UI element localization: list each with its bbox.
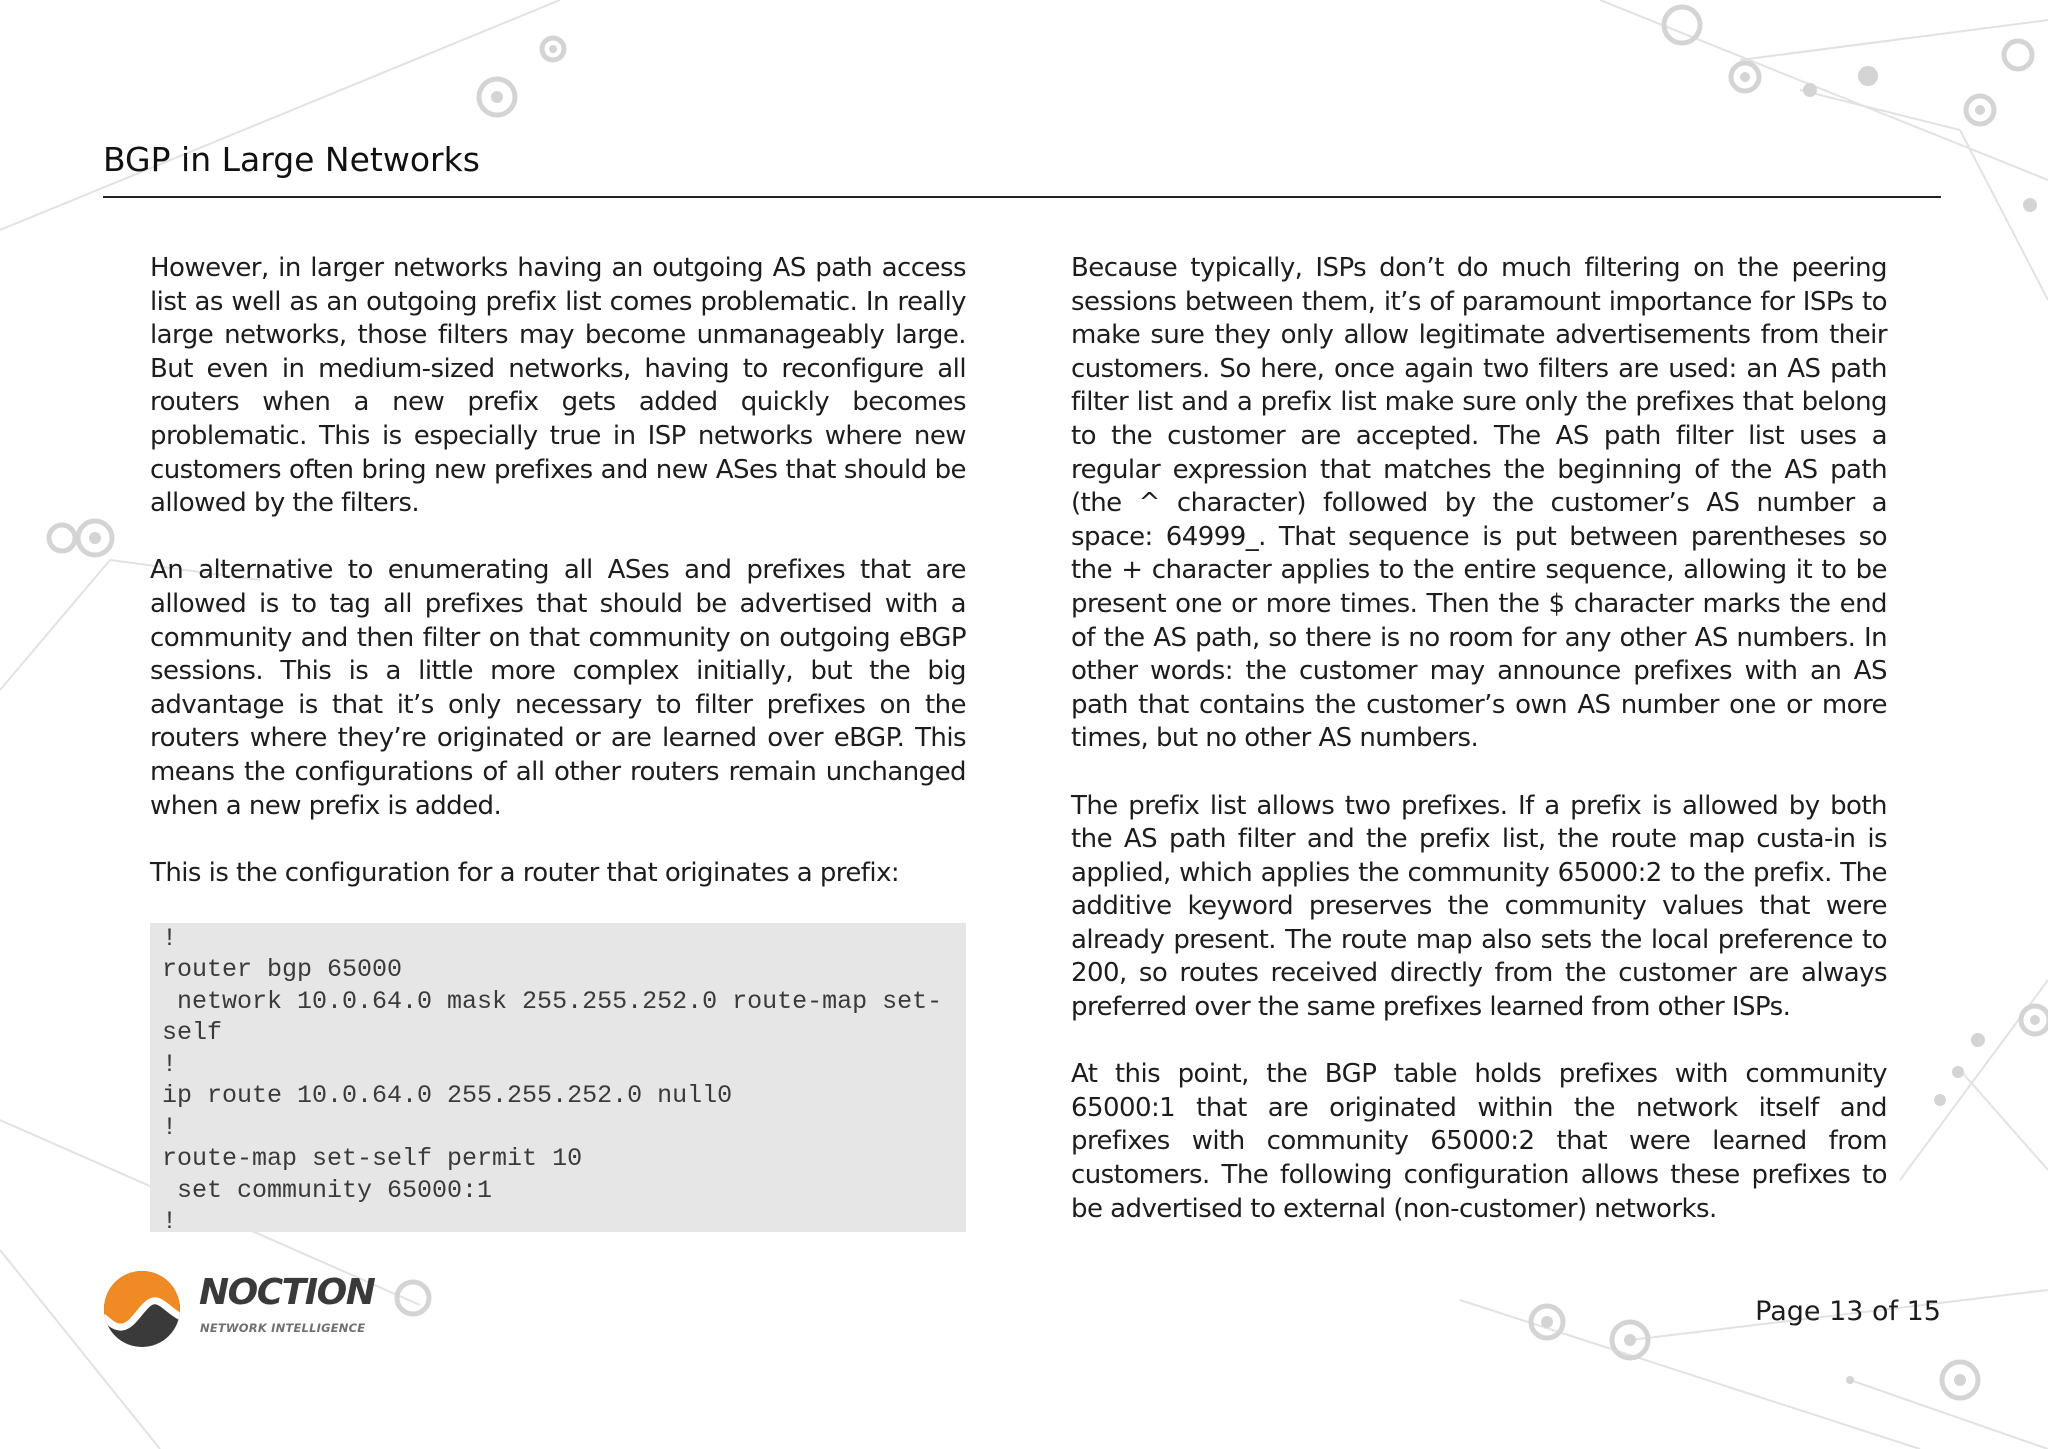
paragraph: At this point, the BGP table holds prefixes with community 65000:1 that are originated within the network itself and prefixes with community 65000:2 that were learned from customers. The following configuration allows these prefixes to be advertised to external (non-customer) networks.	[1071, 1059, 1887, 1224]
code-block	[150, 923, 966, 1232]
code-line: !	[162, 1049, 178, 1079]
noction-logo	[103, 1268, 403, 1352]
paragraph: An alternative to enumerating all ASes and prefixes that are allowed is to tag all prefixes that should be advertised with a community and then filter on that community on outgoing eBGP sessions. This is a little more complex initially, but the big advantage is that it’s only necessary to filter prefixes on the routers where they’re originated or are learned over eBGP. This means the configurations of all other routers remain unchanged when a new prefix is added.	[150, 555, 966, 821]
paragraph: Because typically, ISPs don’t do much filtering on the peering sessions between them, it’s of paramount importance for ISPs to make sure they only allow legitimate advertisements from their customers. So here, once again two filters are used: an AS path filter list and a prefix list make sure only the prefixes that belong to the customer are accepted. The AS path filter list uses a regular expression that matches the beginning of the AS path (the ^ character) followed by the customer’s AS number a space: 64999_. That sequence is put between parentheses so the + character applies to the entire sequence, allowing it to be present one or more times. Then the $ character marks the end of the AS path, so there is no room for any other AS numbers. In other words: the customer may announce prefixes with an AS path that contains the customer’s own AS number one or more times, but no other AS numbers.	[1071, 253, 1887, 754]
page-title: BGP in Large Networks	[103, 140, 480, 179]
left-column	[150, 252, 966, 1232]
paragraph: The prefix list allows two prefixes. If a prefix is allowed by both the AS path filter and the prefix list, the route map custa-in is applied, which applies the community 65000:2 to the prefix. The additive keyword preserves the community values that were already present. The route map also sets the local preference to 200, so routes received directly from the customer are always preferred over the same prefixes learned from other ISPs.	[1071, 790, 1887, 1023]
logo-tagline: NETWORK INTELLIGENCE	[200, 1321, 366, 1335]
code-line: !	[162, 1112, 178, 1142]
logo-wordmark: NOCTION	[199, 1272, 375, 1313]
code-line: set community 65000:1	[162, 1175, 493, 1205]
noction-wave-logo-icon	[103, 1270, 181, 1348]
paragraph: This is the configuration for a router that originates a prefix:	[150, 857, 900, 888]
right-column	[1071, 252, 1887, 1260]
page-number: Page 13 of 15	[1755, 1296, 1941, 1327]
code-line: ip route 10.0.64.0 255.255.252.0 null0	[162, 1081, 733, 1111]
code-line: route-map set-self permit 10	[162, 1144, 583, 1174]
paragraph: However, in larger networks having an outgoing AS path access list as well as an outgoing prefix list comes problematic. In really large networks, those filters may become unmanageably large. But even in medium-sized networks, having to reconfigure all routers when a new prefix gets added quickly becomes problematic. This is especially true in ISP networks where new customers often bring new prefixes and new ASes that should be allowed by the filters.	[150, 253, 966, 519]
code-line: !	[162, 1207, 178, 1232]
code-line: router bgp 65000	[162, 955, 403, 985]
code-line: self	[162, 1018, 223, 1048]
code-line: !	[162, 923, 178, 953]
code-line: network 10.0.64.0 mask 255.255.252.0 route-map set-	[162, 986, 943, 1016]
header-divider	[103, 196, 1941, 198]
